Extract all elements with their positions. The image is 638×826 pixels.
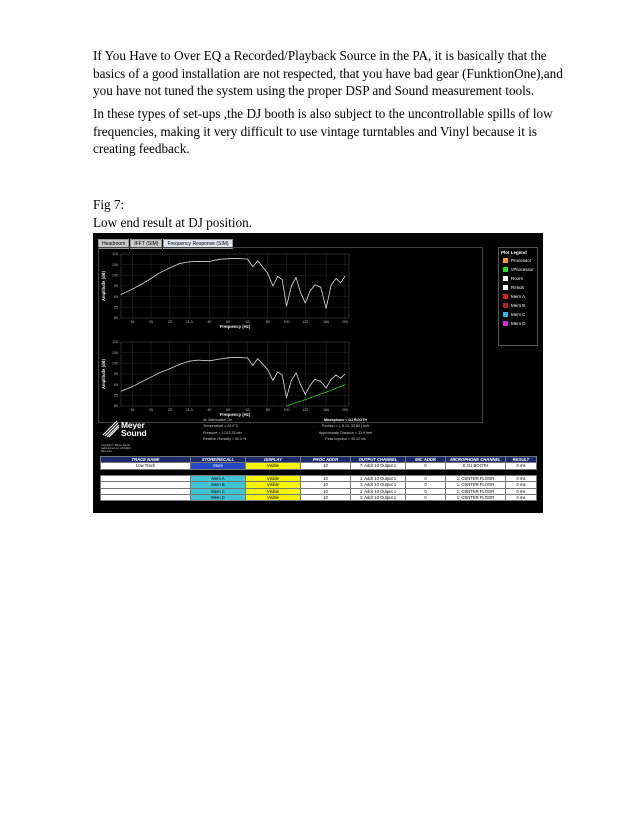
x-tick-label: 50 xyxy=(226,320,231,324)
x-tick-label: 63 xyxy=(245,408,250,412)
logo-line-2: Sound xyxy=(121,427,147,438)
measurement-screenshot xyxy=(93,233,543,513)
legend-label: Processor xyxy=(511,258,532,263)
data-point xyxy=(198,261,199,262)
data-point xyxy=(336,375,337,376)
data-point xyxy=(291,380,292,381)
data-point xyxy=(296,277,297,278)
data-point xyxy=(252,365,253,366)
condition-line: Relative Humidity = 50.0 % xyxy=(203,436,247,441)
data-point xyxy=(345,384,346,385)
store-button[interactable]: Store xyxy=(191,463,246,469)
y-tick-label: 105 xyxy=(112,262,118,267)
recall-button[interactable]: Mem D xyxy=(191,494,246,500)
x-tick-label: 80 xyxy=(265,320,270,324)
paragraph-dj-booth: In these types of set-ups ,the DJ booth is also subject to the uncontrollable spills of low frequencies, making it very difficult to use vintage turntables and Vinyl because it is creating feedback. xyxy=(93,106,553,157)
data-point xyxy=(273,286,274,287)
mic-addr-cell[interactable]: 0 xyxy=(406,482,446,488)
condition-line: Temperature = 20.0°C xyxy=(203,424,239,429)
y-tick-label: 110 xyxy=(112,340,118,345)
data-point xyxy=(336,278,337,279)
output-channel-cell[interactable]: 1: Addr 10 Output 1 xyxy=(351,494,406,500)
data-point xyxy=(331,379,332,380)
data-point xyxy=(326,308,327,309)
legend-swatch xyxy=(503,294,508,299)
y-axis-label: Amplitude (dB) xyxy=(101,270,106,302)
microphone-channel-cell[interactable]: 1: CENTER FLOOR xyxy=(446,488,506,494)
x-tick-label: 200 xyxy=(341,320,348,324)
legend-label: Mem C xyxy=(511,312,526,317)
data-point xyxy=(121,391,122,392)
x-tick-label: 20 xyxy=(149,320,154,324)
display-toggle[interactable]: Visible xyxy=(246,482,301,488)
legend-item-processor[interactable] xyxy=(503,258,537,263)
data-point xyxy=(247,358,248,359)
legend-item-mem-a[interactable] xyxy=(503,294,537,299)
data-point xyxy=(142,284,143,285)
data-point xyxy=(189,262,190,263)
y-tick-label: 80 xyxy=(114,404,118,409)
legend-item-mem-c[interactable] xyxy=(503,312,537,317)
data-point xyxy=(219,359,220,360)
y-tick-label: 80 xyxy=(114,316,118,321)
data-point xyxy=(237,357,238,358)
data-point xyxy=(277,372,278,373)
result-cell: 0 ms xyxy=(506,488,537,494)
data-point xyxy=(286,397,287,398)
data-point xyxy=(282,279,283,280)
x-tick-label: 125 xyxy=(302,408,309,412)
data-point xyxy=(121,294,122,295)
result-cell: 0 ms xyxy=(506,494,537,500)
data-point xyxy=(296,373,297,374)
column-header: MIC ADDR xyxy=(406,457,446,463)
data-point xyxy=(340,378,341,379)
data-point xyxy=(151,377,152,378)
y-axis-label: Amplitude (dB) xyxy=(101,358,106,390)
legend-label: Mem A xyxy=(511,294,526,299)
x-tick-label: 63 xyxy=(245,320,250,324)
data-point xyxy=(305,399,306,400)
data-point xyxy=(267,369,268,370)
x-tick-label: 50 xyxy=(226,408,231,412)
legend-label: Mem B xyxy=(511,303,526,308)
figure-caption xyxy=(93,196,563,231)
y-tick-label: 105 xyxy=(112,350,118,355)
data-point xyxy=(273,380,274,381)
data-point xyxy=(315,285,316,286)
logo-line-1: Meyer xyxy=(121,420,145,430)
x-axis-label: Frequency (Hz) xyxy=(219,324,251,329)
proc-addr-cell[interactable]: 10 xyxy=(301,488,351,494)
microphone-info xyxy=(303,417,388,442)
x-tick-label: 80 xyxy=(265,408,270,412)
column-header: STORE/RECALL xyxy=(191,457,246,463)
data-point xyxy=(247,259,248,260)
tab-frequency-response[interactable]: Frequency Response (SIM) xyxy=(163,239,232,249)
trace-name-cell[interactable]: Low Track xyxy=(101,463,191,469)
result-cell: 0 ms xyxy=(506,482,537,488)
data-point xyxy=(277,276,278,277)
legend-label: Result xyxy=(511,285,524,290)
column-header: DISPLAY xyxy=(246,457,301,463)
x-tick-label: 40 xyxy=(207,408,212,412)
data-point xyxy=(320,287,321,288)
data-point xyxy=(286,406,287,407)
data-point xyxy=(310,385,311,386)
column-header: OUTPUT CHANNEL xyxy=(351,457,406,463)
x-tick-label: 16 xyxy=(130,408,135,412)
tab-headroom[interactable]: Headroom xyxy=(98,239,129,249)
condition-line: Air Attenuation On xyxy=(203,418,233,422)
proc-addr-cell[interactable]: 10 xyxy=(301,494,351,500)
data-point xyxy=(305,394,306,395)
figure-number: Fig 7: xyxy=(93,197,125,212)
legend-swatch xyxy=(503,285,508,290)
y-tick-label: 110 xyxy=(112,252,118,257)
data-point xyxy=(345,374,346,375)
trace-table-header xyxy=(100,456,537,470)
data-point xyxy=(282,375,283,376)
x-tick-label: 31.5 xyxy=(185,408,193,412)
data-point xyxy=(286,306,287,307)
x-tick-label: 125 xyxy=(302,320,309,324)
x-tick-label: 20 xyxy=(149,408,154,412)
result-cell: 0 ms xyxy=(506,463,537,469)
microphone-channel-cell[interactable]: 1: CENTER FLOOR xyxy=(446,476,506,482)
figure-description: Low end result at DJ position. xyxy=(93,214,252,230)
data-point xyxy=(257,260,258,261)
series-line-result xyxy=(121,259,345,309)
y-tick-label: 100 xyxy=(112,273,118,278)
x-tick-label: 31.5 xyxy=(185,320,193,324)
legend-item-room[interactable] xyxy=(503,276,537,281)
column-header: TRACE NAME xyxy=(101,457,191,463)
recall-button[interactable]: Mem B xyxy=(191,482,246,488)
microphone-channel-cell[interactable]: 1: CENTER FLOOR xyxy=(446,494,506,500)
legend-label: Mem D xyxy=(511,321,526,326)
microphone-channel-cell[interactable]: 8: DJ BOOTH xyxy=(446,463,506,469)
plot-area xyxy=(98,247,483,423)
data-point xyxy=(179,364,180,365)
x-tick-label: 100 xyxy=(283,408,290,412)
data-point xyxy=(142,381,143,382)
data-point xyxy=(151,278,152,279)
output-channel-cell[interactable]: 1: Addr 10 Output 1 xyxy=(351,482,406,488)
x-tick-label: 25 xyxy=(167,408,172,412)
data-point xyxy=(300,384,301,385)
legend-title: Plot Legend xyxy=(501,250,527,255)
x-tick-label: 160 xyxy=(323,408,330,412)
trace-name-cell[interactable] xyxy=(101,494,191,500)
x-tick-label: 160 xyxy=(323,320,330,324)
mic-addr-cell[interactable]: 0 xyxy=(406,476,446,482)
microphone-line: Approximate Distance = 33.9 feet xyxy=(318,430,373,435)
data-point xyxy=(320,381,321,382)
data-point xyxy=(345,276,346,277)
data-point xyxy=(331,285,332,286)
paragraph-over-eq: If You Have to Over EQ a Recorded/Playback Source in the PA, it is basically that the basics of a good installation are not respected, that you have bad gear (FunktionOne),and you have not tuned the system using the proper DSP and Sound measurement tools. xyxy=(93,48,563,99)
display-toggle[interactable]: Visible xyxy=(246,463,301,469)
data-point xyxy=(159,373,160,374)
column-header: MICROPHONE CHANNEL xyxy=(446,457,506,463)
proc-addr-cell[interactable]: 10 xyxy=(301,476,351,482)
legend-swatch xyxy=(503,303,508,308)
legend-swatch xyxy=(503,267,508,272)
data-point xyxy=(291,286,292,287)
mic-addr-cell[interactable]: 0 xyxy=(406,463,446,469)
x-tick-label: 25 xyxy=(167,320,172,324)
data-point xyxy=(228,258,229,259)
output-channel-cell[interactable]: 1: Addr 10 Output 1 xyxy=(351,476,406,482)
column-header: RESULT xyxy=(506,457,537,463)
legend-item-inverse-processor[interactable] xyxy=(503,267,537,272)
output-channel-cell[interactable]: 7: Addr 10 Output 1 xyxy=(351,463,406,469)
mic-addr-cell[interactable]: 0 xyxy=(406,488,446,494)
data-point xyxy=(209,360,210,361)
proc-addr-cell[interactable]: 10 xyxy=(301,482,351,488)
data-point xyxy=(159,273,160,274)
display-toggle[interactable]: Visible xyxy=(246,476,301,482)
x-tick-label: 40 xyxy=(207,320,212,324)
microphone-channel-cell[interactable]: 1: CENTER FLOOR xyxy=(446,482,506,488)
column-header: PROC ADDR xyxy=(301,457,351,463)
table-row[interactable] xyxy=(101,494,537,500)
data-point xyxy=(179,263,180,264)
legend-swatch xyxy=(503,258,508,263)
x-tick-label: 200 xyxy=(341,408,348,412)
data-point xyxy=(300,292,301,293)
data-point xyxy=(189,361,190,362)
y-tick-label: 85 xyxy=(114,305,118,310)
y-tick-label: 85 xyxy=(114,393,118,398)
data-point xyxy=(315,379,316,380)
microphone-title: Microphone = DJ BOOTH xyxy=(323,418,368,422)
legend-swatch xyxy=(503,321,508,326)
data-point xyxy=(237,258,238,259)
data-point xyxy=(267,273,268,274)
data-point xyxy=(132,289,133,290)
result-cell: 0 ms xyxy=(506,476,537,482)
legend-label: !/Processor xyxy=(511,267,534,272)
data-point xyxy=(169,368,170,369)
data-point xyxy=(252,266,253,267)
data-point xyxy=(169,268,170,269)
copyright-text: Copyright © Meyer Sound Laboratories Inc. All Rights Reserved xyxy=(101,444,131,453)
condition-line: Pressure = 1.013.25 mb xyxy=(203,430,242,435)
table-row[interactable] xyxy=(101,463,537,469)
logo-wordmark xyxy=(121,422,146,437)
data-point xyxy=(326,392,327,393)
display-toggle[interactable]: Visible xyxy=(246,488,301,494)
data-point xyxy=(305,303,306,304)
x-axis-label: Frequency (Hz) xyxy=(219,412,251,417)
y-tick-label: 95 xyxy=(114,372,118,377)
data-point xyxy=(257,358,258,359)
data-point xyxy=(219,259,220,260)
data-point xyxy=(209,261,210,262)
x-tick-label: 16 xyxy=(130,320,135,324)
data-point xyxy=(228,357,229,358)
microphone-line: Position = (- 8.15, 32.85 ) feet xyxy=(321,424,370,429)
legend-item-mem-d[interactable] xyxy=(503,321,537,326)
legend-item-result[interactable] xyxy=(503,285,537,290)
data-point xyxy=(198,360,199,361)
legend-swatch xyxy=(503,312,508,317)
y-tick-label: 95 xyxy=(114,284,118,289)
legend-label: Room xyxy=(511,276,524,281)
y-tick-label: 90 xyxy=(114,382,118,387)
mic-addr-cell[interactable]: 0 xyxy=(406,494,446,500)
data-point xyxy=(132,386,133,387)
meyer-sound-logo-icon xyxy=(101,419,121,439)
environment-conditions xyxy=(203,417,246,442)
y-tick-label: 100 xyxy=(112,361,118,366)
x-tick-label: 100 xyxy=(283,320,290,324)
data-point xyxy=(326,388,327,389)
data-point xyxy=(310,291,311,292)
frequency-response-charts xyxy=(99,248,482,422)
y-tick-label: 90 xyxy=(114,294,118,299)
recall-button[interactable]: Mem C xyxy=(191,488,246,494)
plot-legend xyxy=(498,247,538,346)
legend-item-mem-b[interactable] xyxy=(503,303,537,308)
proc-addr-cell[interactable]: 10 xyxy=(301,463,351,469)
data-point xyxy=(340,282,341,283)
tab-ifft[interactable]: IFFT (SIM) xyxy=(130,239,162,249)
microphone-line: Peak Impulse = 45.12 ms xyxy=(325,436,366,441)
memory-traces-table xyxy=(100,475,537,501)
display-toggle[interactable]: Visible xyxy=(246,494,301,500)
recall-button[interactable]: Mem A xyxy=(191,476,246,482)
output-channel-cell[interactable]: 1: Addr 10 Output 1 xyxy=(351,488,406,494)
legend-swatch xyxy=(503,276,508,281)
